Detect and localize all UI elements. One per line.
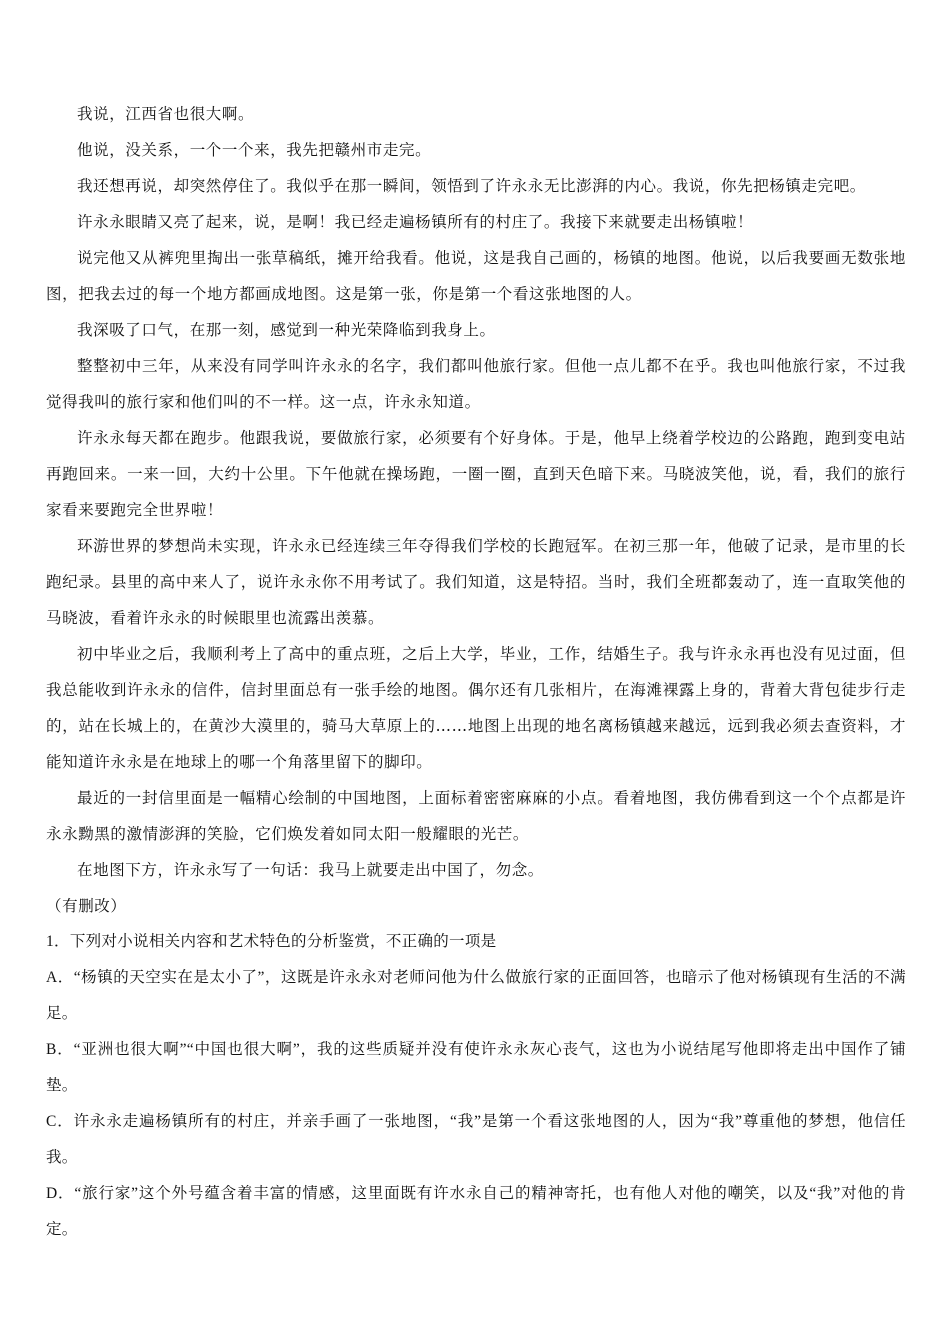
story-paragraph-7: 整整初中三年，从来没有同学叫许永永的名字，我们都叫他旅行家。但他一点儿都不在乎。我也叫他旅行家，不过我觉得我叫的旅行家和他们叫的不一样。这一点，许永永知道。 [46,357,906,411]
story-paragraph-9: 环游世界的梦想尚未实现，许永永已经连续三年夺得我们学校的长跑冠军。在初三那一年，他破了记录，是市里的长跑纪录。县里的高中来人了，说许永永你不用考试了。我们知道，这是特招。当时，我们全班都轰动了，连一直取笑他的马晓波，看着许永永的时候眼里也流露出羡慕。 [46,537,906,627]
option-b: B．“亚洲也很大啊”“中国也很大啊”，我的这些质疑并没有使许永永灰心丧气，这也为小说结尾写他即将走出中国作了铺垫。 [46,1041,906,1094]
option-a: A．“杨镇的天空实在是太小了”，这既是许永永对老师问他为什么做旅行家的正面回答，也暗示了他对杨镇现有生活的不满足。 [46,969,906,1022]
story-paragraph-5: 说完他又从裤兜里掏出一张草稿纸，摊开给我看。他说，这是我自己画的，杨镇的地图。他说，以后我要画无数张地图，把我去过的每一个地方都画成地图。这是第一张，你是第一个看这张地图的人。 [46,249,906,303]
story-paragraph-6: 我深吸了口气，在那一刻，感觉到一种光荣降临到我身上。 [77,321,496,339]
question-stem: 1．下列对小说相关内容和艺术特色的分析鉴赏，不正确的一项是 [46,933,497,950]
story-paragraph-12: 在地图下方，许永永写了一句话：我马上就要走出中国了，勿念。 [77,861,544,879]
story-paragraph-4: 许永永眼睛又亮了起来，说，是啊！我已经走遍杨镇所有的村庄了。我接下来就要走出杨镇啦！ [77,213,754,231]
story-paragraph-2: 他说，没关系，一个一个来，我先把赣州市走完。 [77,141,432,159]
option-d: D．“旅行家”这个外号蕴含着丰富的情感，这里面既有许水永自己的精神寄托，也有他人对他的嘲笑，以及“我”对他的肯定。 [46,1185,906,1238]
story-paragraph-8: 许永永每天都在跑步。他跟我说，要做旅行家，必须要有个好身体。于是，他早上绕着学校边的公路跑，跑到变电站再跑回来。一来一回，大约十公里。下午他就在操场跑，一圈一圈，直到天色暗下来。马晓波笑他，说，看，我们的旅行家看来要跑完全世界啦！ [46,429,906,519]
story-paragraph-3: 我还想再说，却突然停住了。我似乎在那一瞬间，领悟到了许永永无比澎湃的内心。我说，你先把杨镇走完吧。 [77,177,866,195]
story-paragraph-11: 最近的一封信里面是一幅精心绘制的中国地图，上面标着密密麻麻的小点。看着地图，我仿佛看到这一个个点都是许永永黝黑的激情澎湃的笑脸，它们焕发着如同太阳一般耀眼的光芒。 [46,789,906,843]
story-paragraph-10: 初中毕业之后，我顺利考上了高中的重点班，之后上大学，毕业，工作，结婚生子。我与许永永再也没有见过面，但我总能收到许永永的信件，信封里面总有一张手绘的地图。偶尔还有几张相片，在海滩裸露上身的，背着大背包徒步行走的，站在长城上的，在黄沙大漠里的，骑马大草原上的……地图上出现的地名离杨镇越来越远，远到我必须去查资料，才能知道许永永是在地球上的哪一个角落里留下的脚印。 [46,645,906,771]
story-paragraph-1: 我说，江西省也很大啊。 [77,105,255,123]
document-body [46,96,906,1248]
abridged-note: （有删改） [46,897,127,915]
option-c: C．许永永走遍杨镇所有的村庄，并亲手画了一张地图，“我”是第一个看这张地图的人，因为“我”尊重他的梦想，他信任我。 [46,1113,906,1166]
